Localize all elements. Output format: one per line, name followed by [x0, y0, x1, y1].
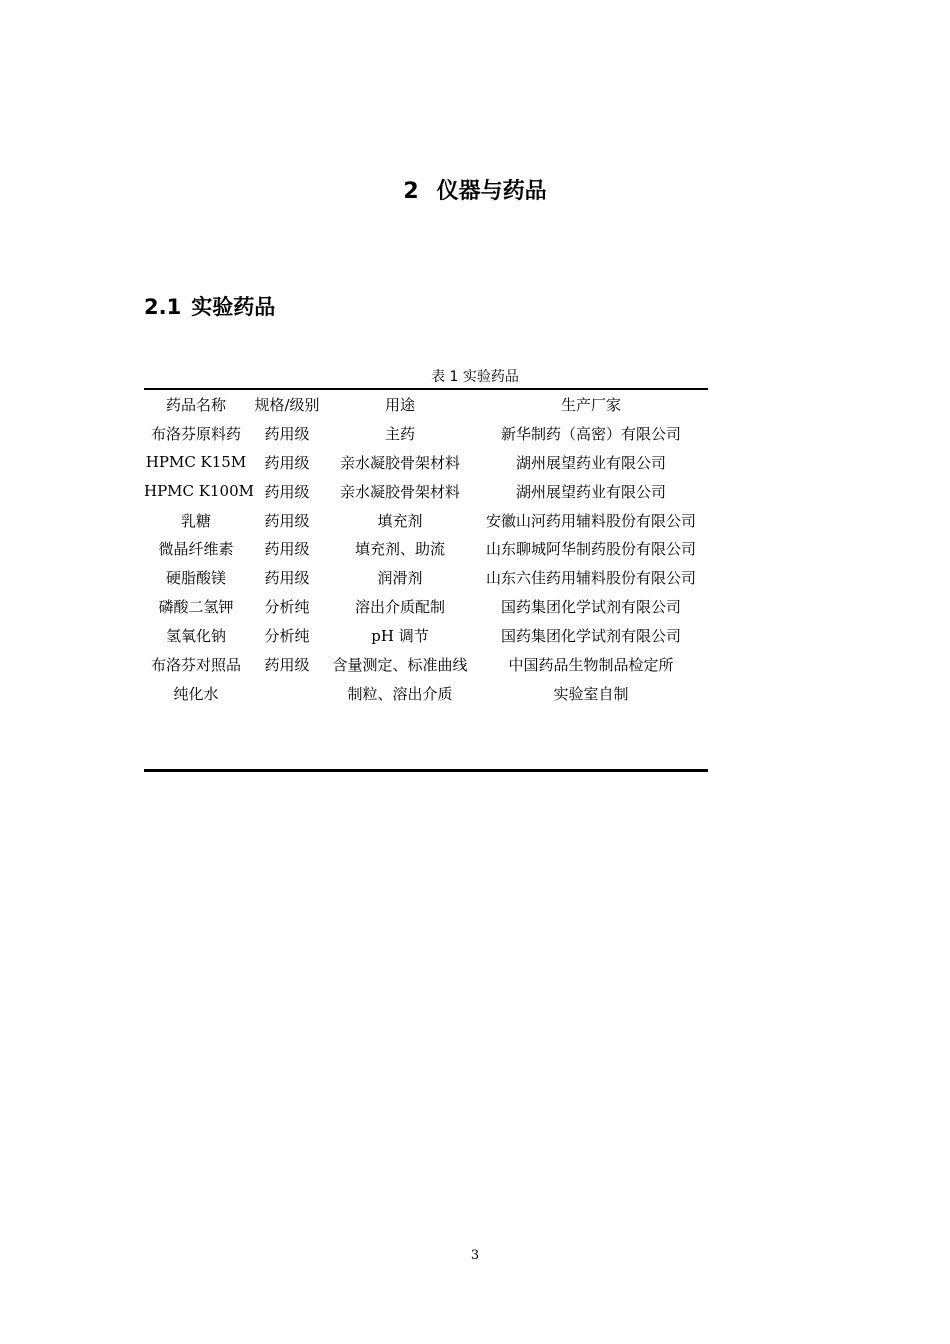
cell-usage: 亲水凝胶骨架材料 [339, 482, 460, 501]
chapter-number: 2 [403, 179, 419, 204]
cell-grade: 药用级 [264, 569, 310, 588]
cell-usage: 润滑剂 [377, 569, 423, 588]
cell-manufacturer: 国药集团化学试剂有限公司 [500, 627, 681, 646]
table-row [144, 419, 708, 448]
page-number: 3 [470, 1248, 480, 1263]
cell-drug-name: 磷酸二氢钾 [158, 598, 234, 617]
table-bottom-rule [144, 769, 708, 772]
cell-manufacturer: 湖州展望药业有限公司 [515, 453, 666, 472]
table-row [144, 448, 708, 477]
cell-drug-name: 微晶纤维素 [158, 540, 234, 559]
table-row [144, 506, 708, 535]
cell-manufacturer: 新华制药（高密）有限公司 [500, 424, 681, 443]
section-number: 2.1 [144, 295, 182, 319]
header-drug-name: 药品名称 [165, 395, 226, 414]
cell-usage: pH 调节 [371, 627, 429, 646]
table-row [144, 621, 708, 650]
chapter-title [0, 176, 950, 208]
cell-manufacturer: 实验室自制 [553, 684, 629, 703]
cell-manufacturer: 安徽山河药用辅料股份有限公司 [485, 511, 696, 530]
cell-grade: 分析纯 [264, 627, 310, 646]
cell-usage: 填充剂 [377, 511, 423, 530]
cell-grade: 药用级 [264, 424, 310, 443]
table-row [144, 679, 708, 708]
table-row [144, 650, 708, 679]
cell-drug-name: 布洛芬对照品 [150, 655, 241, 674]
header-usage: 用途 [384, 395, 415, 414]
table-row [144, 563, 708, 592]
cell-usage: 主药 [384, 424, 415, 443]
table-row [144, 592, 708, 621]
cell-grade: 药用级 [264, 482, 310, 501]
cell-grade: 分析纯 [264, 598, 310, 617]
cell-usage: 制粒、溶出介质 [347, 684, 453, 703]
cell-drug-name: 纯化水 [173, 684, 219, 703]
section-title-text: 实验药品 [191, 295, 276, 319]
cell-manufacturer: 山东六佳药用辅料股份有限公司 [485, 569, 696, 588]
cell-grade: 药用级 [264, 655, 310, 674]
cell-drug-name: HPMC K100M [144, 482, 254, 501]
cell-manufacturer: 中国药品生物制品检定所 [508, 655, 674, 674]
cell-usage: 含量测定、标准曲线 [332, 655, 468, 674]
cell-manufacturer: 国药集团化学试剂有限公司 [500, 598, 681, 617]
header-grade: 规格/级别 [254, 395, 320, 414]
cell-grade: 药用级 [264, 540, 310, 559]
chapter-title-text: 仪器与药品 [436, 179, 547, 204]
cell-drug-name: 硬脂酸镁 [165, 569, 226, 588]
cell-grade: 药用级 [264, 511, 310, 530]
cell-manufacturer: 湖州展望药业有限公司 [515, 482, 666, 501]
cell-usage: 填充剂、助流 [354, 540, 445, 559]
header-manufacturer: 生产厂家 [560, 395, 621, 414]
section-title [144, 292, 275, 322]
cell-grade: 药用级 [264, 453, 310, 472]
table-header-row [144, 390, 708, 419]
cell-drug-name: HPMC K15M [145, 453, 247, 472]
cell-drug-name: 氢氧化钠 [165, 627, 226, 646]
cell-usage: 溶出介质配制 [354, 598, 445, 617]
cell-usage: 亲水凝胶骨架材料 [339, 453, 460, 472]
table-caption: 表 1 实验药品 [431, 369, 519, 385]
cell-grade [248, 679, 326, 708]
drugs-table [144, 390, 708, 708]
cell-manufacturer: 山东聊城阿华制药股份有限公司 [485, 540, 696, 559]
cell-drug-name: 布洛芬原料药 [150, 424, 241, 443]
cell-drug-name: 乳糖 [180, 511, 211, 530]
table-row [144, 477, 708, 506]
table-row [144, 534, 708, 563]
